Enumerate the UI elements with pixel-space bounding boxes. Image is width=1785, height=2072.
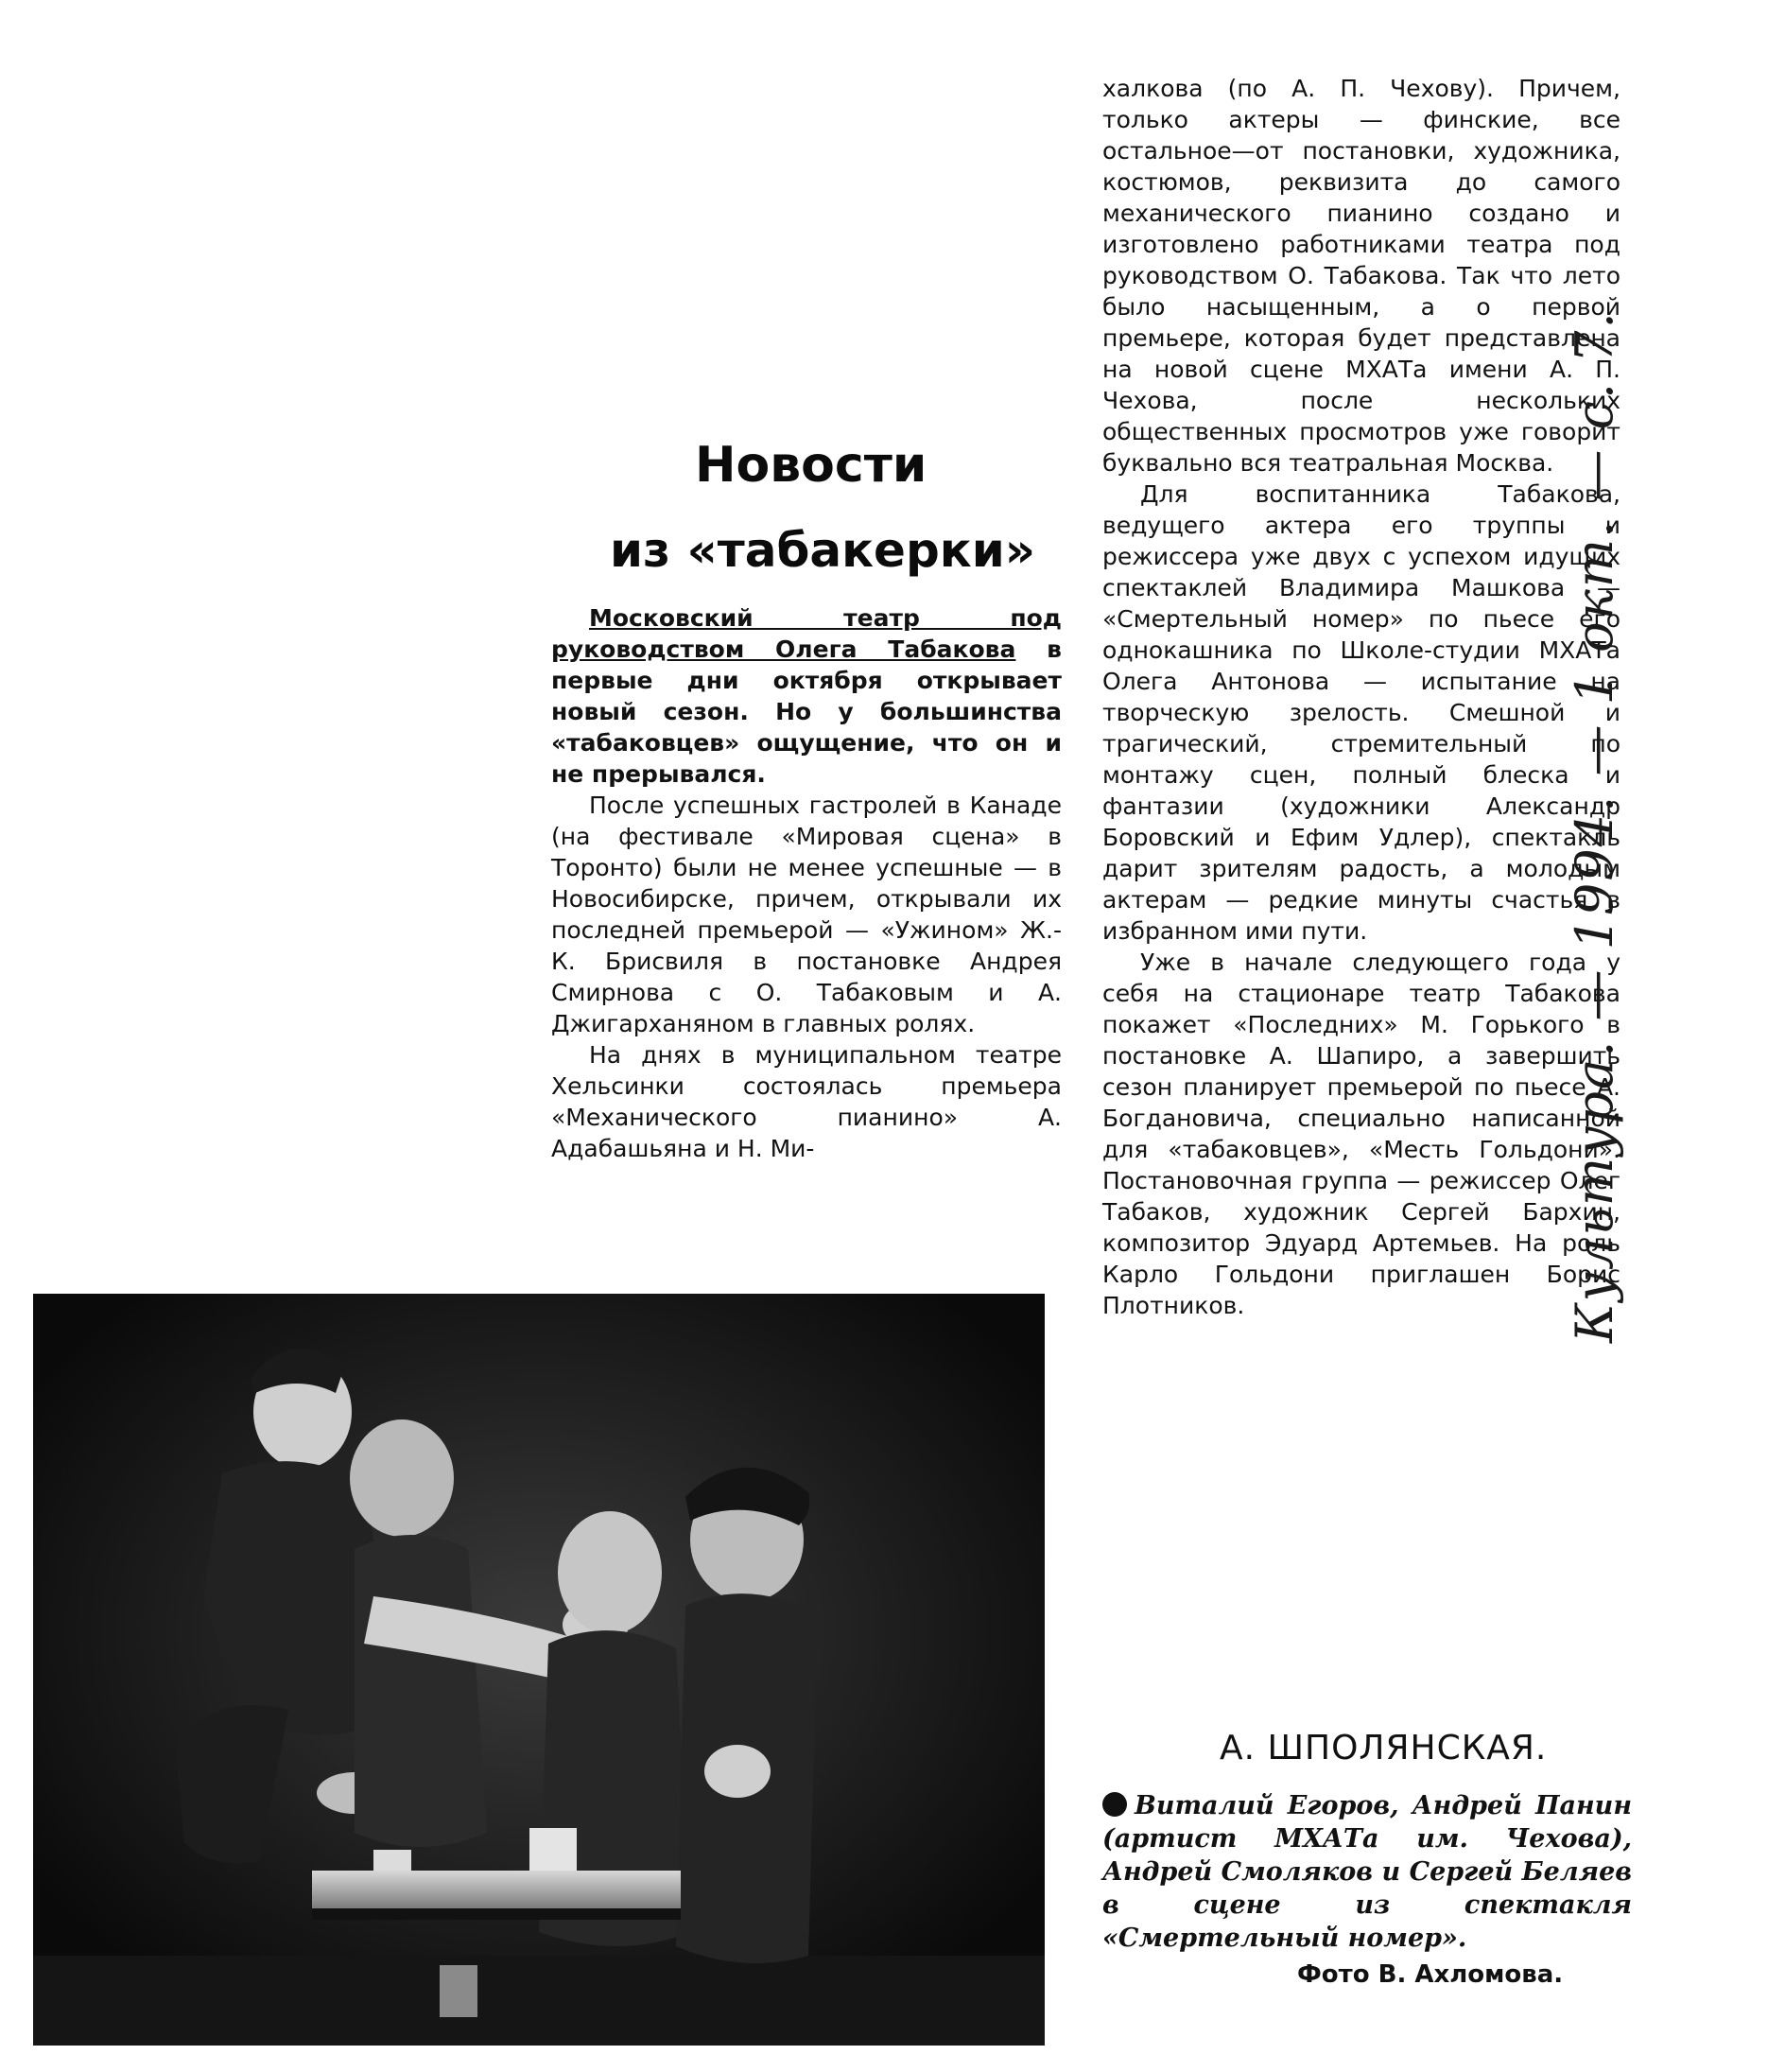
column1-paragraph-2: На днях в муниципальном театре Хельсинки состоялась премьера «Механического пианино» А. Адабашьяна и Н. Ми- [551,1041,1062,1162]
headline-line-1: Новости [695,437,927,494]
photo-caption-text: Виталий Егоров, Андрей Панин (артист МХАТа им. Чехова), Андрей Смоляков и Сергей Беляев в сцене из спектакля «Смертельный номер». [1102,1791,1632,1953]
handwritten-note: Культура. — 1994. — 1 окт. — с. 7. [1565,310,1624,1343]
article-column-1 [551,602,1062,1164]
author-byline: А. ШПОЛЯНСКАЯ. [1220,1729,1548,1767]
lead-paragraph [551,602,1062,790]
photo-credit: Фото В. Ахломова. [1297,1960,1564,1989]
photo-caption [1102,1789,1632,1955]
column2-paragraph-3: Уже в начале следующего года у себя на стационаре театр Табакова покажет «Последних» М. Горького в постановке А. Шапиро, а завершить сезон планирует премьерой по пьесе А. Богдановича, специально написанной для «табаковцев», «Месть Гольдони». Постановочная группа — режиссер Олег Табаков, художник Сергей Бархин, композитор Эдуард Артемьев. На роль Карло Гольдони приглашен Борис Плотников. [1102,949,1620,1319]
bullet-dot-icon [1102,1792,1127,1817]
column2-paragraph-2: Для воспитанника Табакова, ведущего актера его труппы и режиссера уже двух с успехом идущих спектаклей Владимира Машкова — «Смертельный номер» по пьесе его однокашника по Школе-студии МХАТа Олега Антонова — испытание на творческую зрелость. Смешной и трагический, стремительный по монтажу сцен, полный блеска и фантазии (художники Александр Боровский и Ефим Удлер), спектакль дарит зрителям радость, а молодым актерам — редкие минуты счастья в избранном ими пути. [1102,480,1620,945]
column1-paragraph-1: После успешных гастролей в Канаде (на фестивале «Мировая сцена» в Торонто) были не менее успешные — в Новосибирске, причем, открывали их последней премьерой — «Ужином» Ж.-К. Брисвиля в постановке Андрея Смирнова с О. Табаковым и А. Джигарханяном в главных ролях. [551,792,1062,1037]
column2-paragraph-1: халкова (по А. П. Чехову). Причем, только актеры — финские, все остальное—от постановки, художника, костюмов, реквизита до самого механического пианино создано и изготовлено работниками театра под руководством О. Табакова. Так что лето было насыщенным, а о первой премьере, которая будет представлена на новой сцене МХАТа имени А. П. Чехова, после нескольких общественных просмотров уже говорит буквально вся театральная Москва. [1102,75,1620,477]
lead-rest: в первые дни октября открывает новый сезон. Но у большинства «табаковцев» ощущение, что он и не прерывался. [551,636,1063,788]
stage-photo [33,1294,1045,2046]
article-column-2 [1102,73,1620,1321]
lead-underlined: Московский театр под руководством Олега Табакова [551,604,1062,663]
headline-line-2: из «табакерки» [609,523,1036,578]
